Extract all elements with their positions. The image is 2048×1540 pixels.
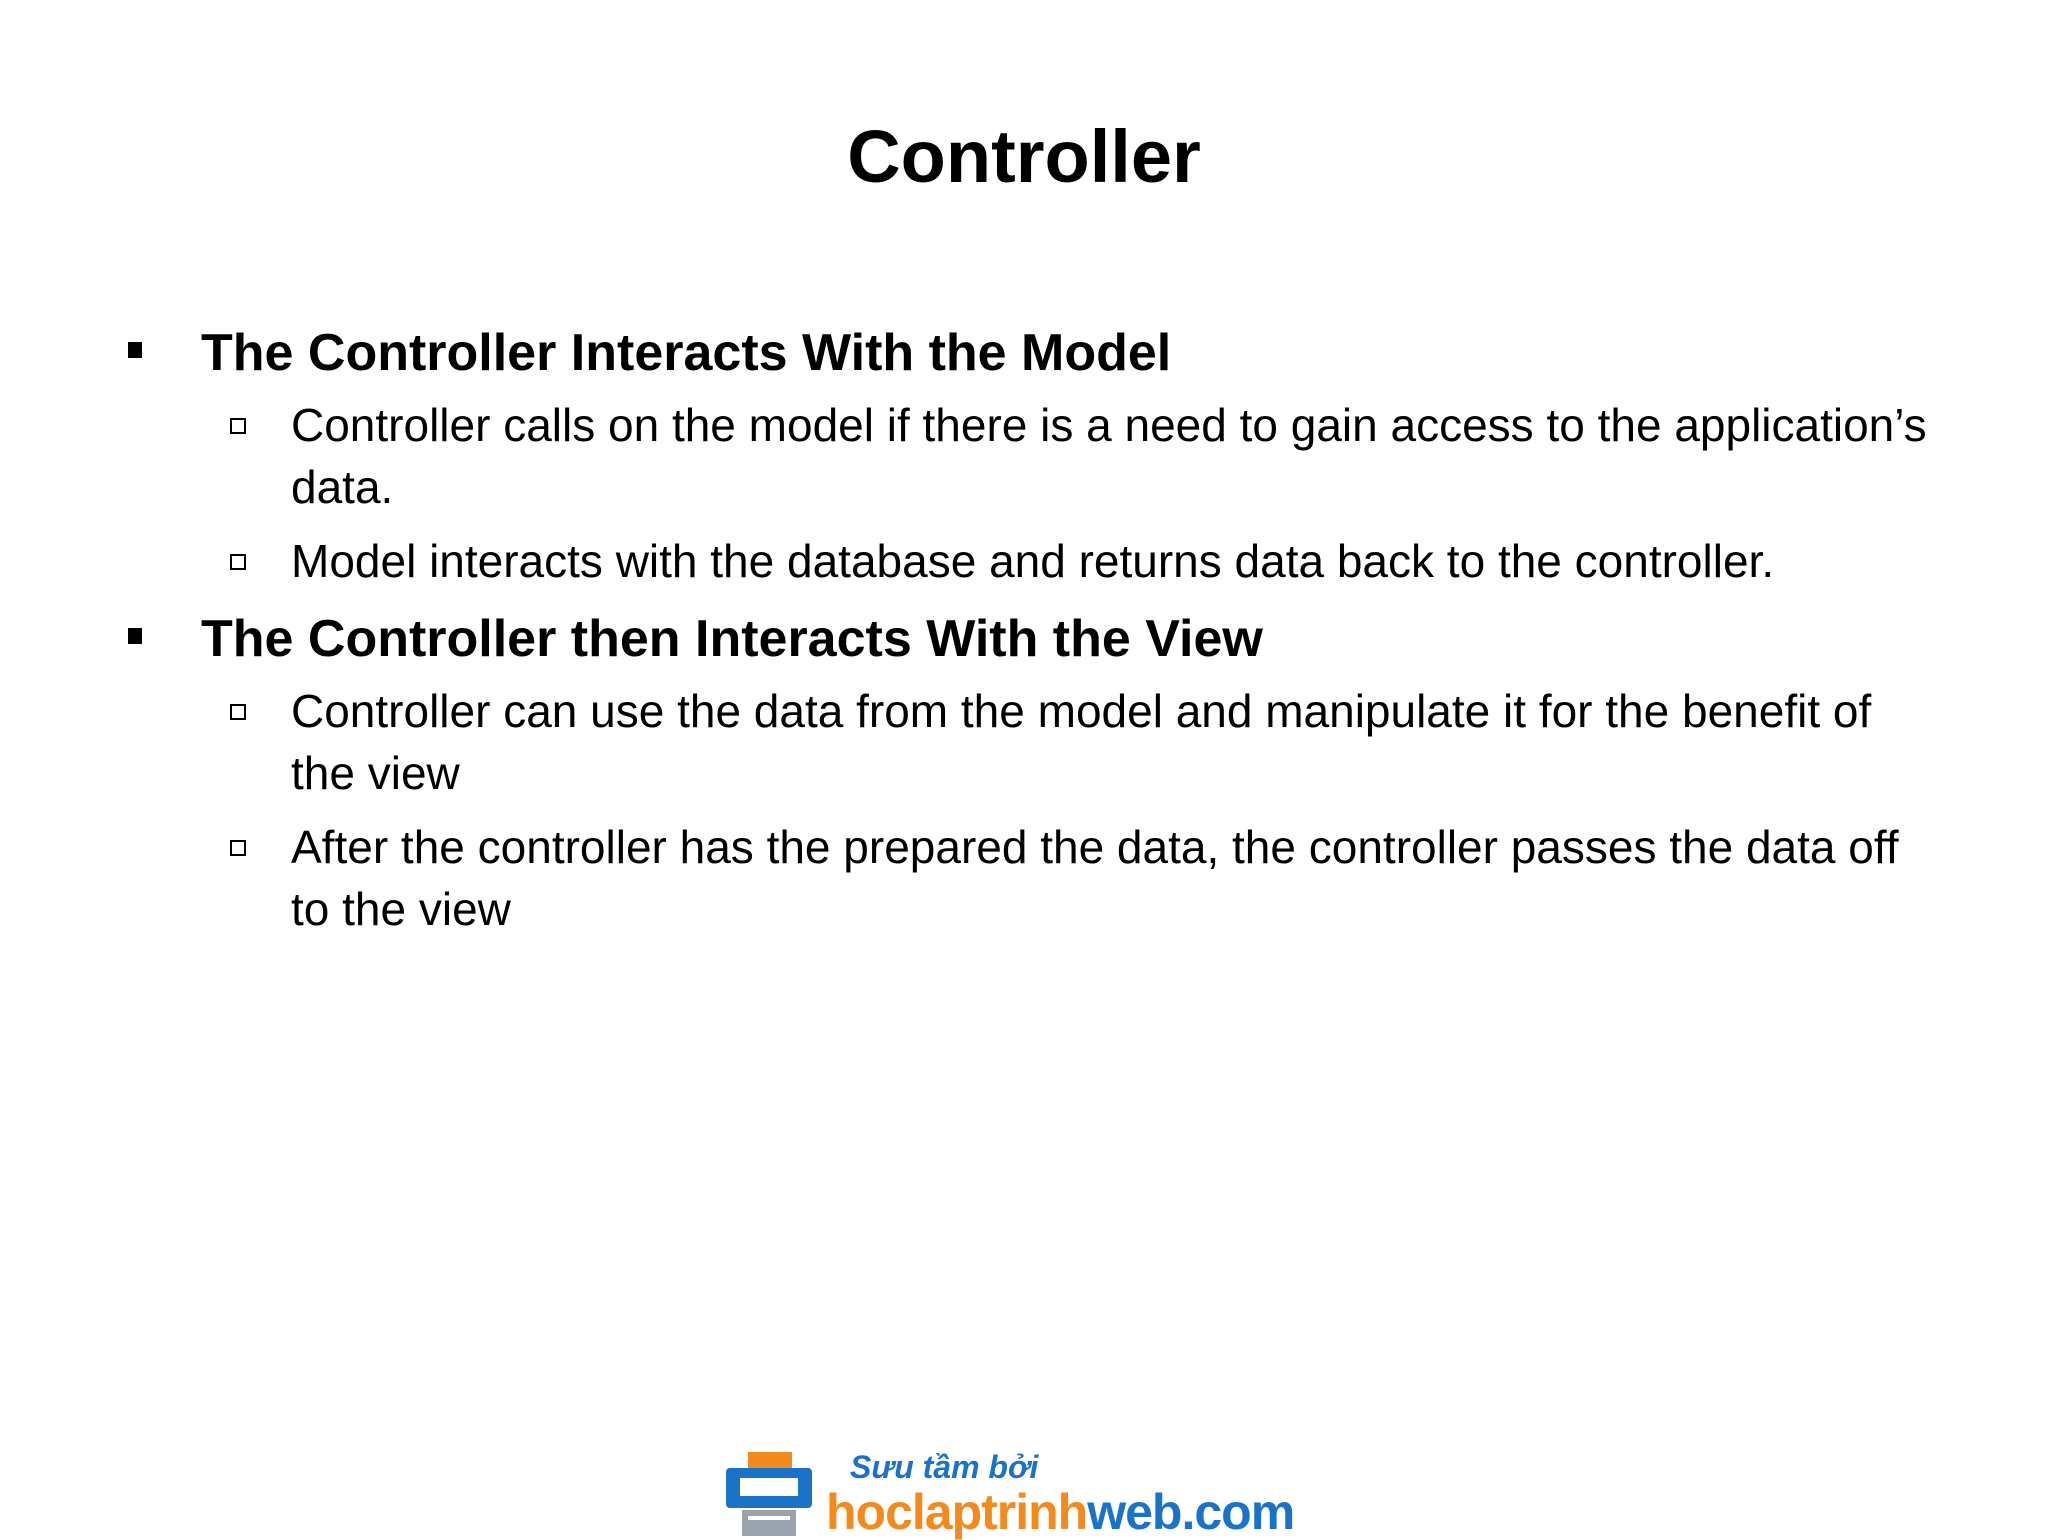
sub-bullet-text: Model interacts with the database and returns data back to the controller. <box>291 535 1775 587</box>
sub-bullet-text: After the controller has the prepared the data, the controller passes the data off to the view <box>291 821 1899 935</box>
bullet-heading <box>125 318 1945 388</box>
sub-bullet <box>125 680 1945 804</box>
sub-bullet <box>125 394 1945 518</box>
sub-bullet-text: Controller can use the data from the model and manipulate it for the benefit of the view <box>291 685 1872 799</box>
hoclaptrinhweb-logo-icon <box>726 1452 812 1536</box>
brand-part3: .com <box>1181 1484 1295 1540</box>
slide-title: Controller <box>847 115 1201 198</box>
slide-content <box>125 318 1945 952</box>
hollow-square-bullet-icon <box>230 704 246 720</box>
hollow-square-bullet-icon <box>230 840 246 856</box>
square-bullet-icon <box>128 342 142 358</box>
sub-bullet-text: Controller calls on the model if there is a need to gain access to the application’s data. <box>291 399 1927 513</box>
sub-bullet <box>125 816 1945 940</box>
bullet-heading-text: The Controller then Interacts With the View <box>201 610 1263 668</box>
hollow-square-bullet-icon <box>230 554 246 570</box>
brand-part2: web <box>1087 1484 1182 1540</box>
footer-brand <box>826 1484 1294 1540</box>
sub-bullet <box>125 530 1945 592</box>
bullet-heading-text: The Controller Interacts With the Model <box>201 324 1172 382</box>
square-bullet-icon <box>128 628 142 644</box>
footer-tagline: Sưu tầm bởi <box>850 1449 1039 1485</box>
section-model <box>125 318 1945 592</box>
bullet-heading <box>125 604 1945 674</box>
footer-watermark <box>726 1448 1336 1540</box>
hollow-square-bullet-icon <box>230 418 246 434</box>
section-view <box>125 604 1945 940</box>
brand-part1: hoclaptrinh <box>826 1484 1088 1540</box>
